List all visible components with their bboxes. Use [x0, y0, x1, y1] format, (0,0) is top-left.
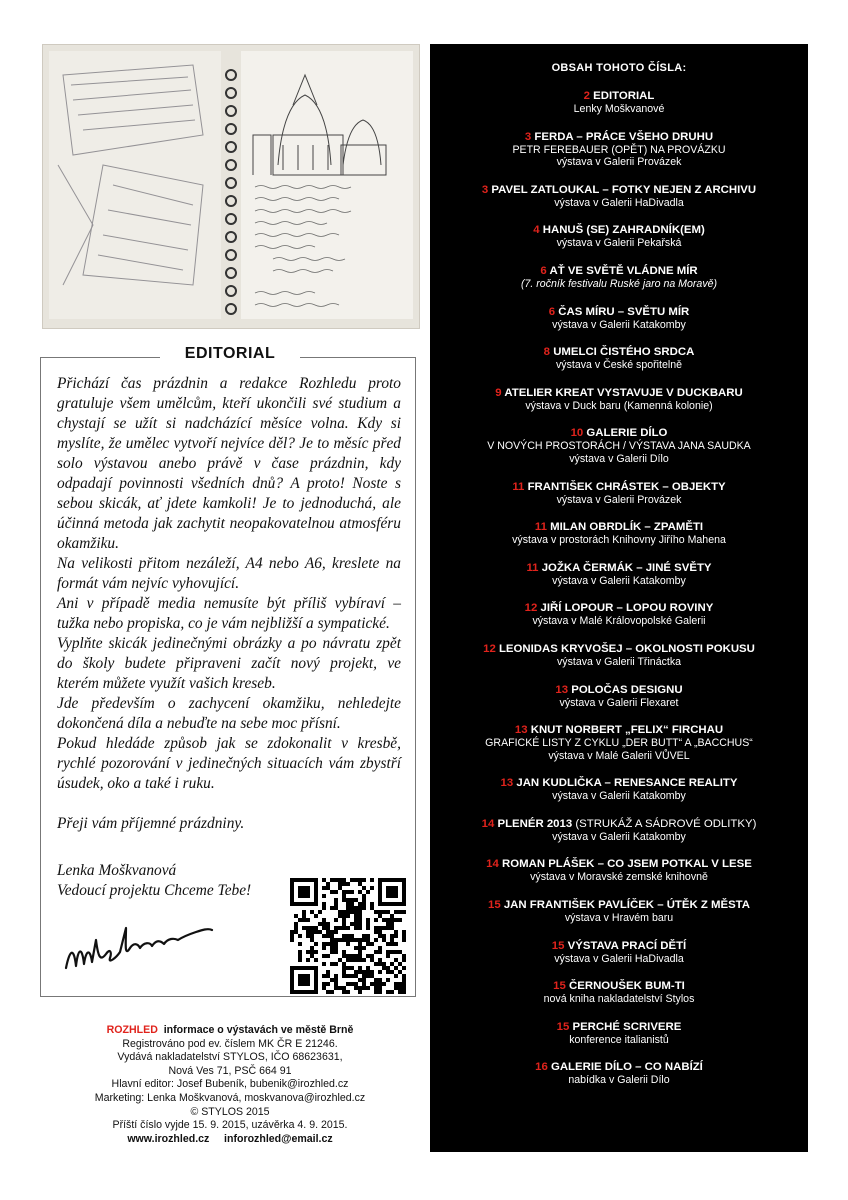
toc-entry-title: ROMAN PLÁŠEK – CO JSEM POTKAL V LESE	[502, 858, 752, 871]
toc-entry-subtitle: výstava v Galerii Katakomby	[552, 790, 686, 803]
toc-entry-title-line	[430, 184, 808, 197]
toc-entry-subtitle: V NOVÝCH PROSTORÁCH / VÝSTAVA JANA SAUDKA	[487, 440, 751, 453]
toc-page-number: 11	[526, 561, 539, 574]
toc-entry-title: ATELIER KREAT VYSTAVUJE V DUCKBARU	[504, 386, 743, 399]
toc-page-number: 6	[540, 264, 547, 277]
imprint-contacts	[42, 1133, 418, 1147]
toc-page-number: 14	[486, 858, 499, 871]
imprint-line: Nová Ves 71, PSČ 664 91	[168, 1064, 292, 1077]
toc-entry-subtitle: GRAFICKÉ LISTY Z CYKLU „DER BUTT“ A „BACCHUS“	[485, 737, 753, 750]
toc-entry-subtitle: výstava v České spořitelně	[555, 359, 682, 372]
toc-entry-subtitle: výstava v Galerii Katakomby	[552, 318, 686, 331]
toc-page-number: 2	[583, 90, 590, 102]
toc-entry-title: GALERIE DÍLO	[586, 427, 668, 440]
toc-entry-subtitle: (7. ročník festivalu Ruské jaro na Moravě)	[520, 277, 718, 290]
toc-entry-title-line	[430, 387, 808, 400]
toc-entry-title-line	[430, 818, 808, 831]
toc-entry-title-line	[430, 427, 808, 440]
toc-entry-title-line	[430, 306, 808, 319]
toc-page-number: 15	[553, 980, 566, 993]
imprint-line: Registrováno pod ev. číslem MK ČR E 21246.	[122, 1037, 338, 1050]
toc-entry-title-line	[430, 899, 808, 912]
toc-entry-title-line	[430, 980, 808, 993]
toc-entry-title-line	[430, 858, 808, 871]
toc-entry-title: ČAS MÍRU – SVĚTU MÍR	[558, 305, 690, 318]
toc-entry[interactable]	[430, 131, 808, 169]
toc-entry-subtitle: výstava v Galerii HaDivadla	[554, 952, 684, 965]
toc-entry-title: PLENÉR 2013	[497, 817, 573, 830]
toc-entry-title: HANUŠ (SE) ZAHRADNÍK(EM)	[542, 224, 705, 237]
toc-entry-title: EDITORIAL	[593, 90, 655, 102]
toc-page-number: 15	[487, 899, 501, 912]
editorial-title: EDITORIAL	[160, 345, 300, 367]
editorial-paragraph: Vyplňte skicák jedinečnými obrázky a po návratu zpět do školy budete připraveni začít nový projekt, ve kterém můžete využít vašich kreseb.	[57, 635, 401, 692]
imprint-line: Hlavní editor: Josef Bubeník, bubenik@irozhled.cz	[111, 1078, 349, 1091]
toc-page-number: 6	[548, 305, 556, 318]
toc-entry-title: UMELCI ČISTÉHO SRDCA	[553, 346, 695, 359]
toc-page-number: 4	[533, 224, 540, 237]
toc-entry-subtitle: výstava v Galerii Provázek	[556, 493, 682, 506]
toc-page-number: 13	[500, 777, 514, 790]
toc-entry[interactable]	[430, 481, 808, 507]
toc-entry-title-line	[430, 724, 808, 737]
toc-entry-subtitle: výstava v Galerii Třináctka	[556, 655, 682, 668]
toc-entry-title: ČERNOUŠEK BUM-TI	[569, 980, 685, 993]
toc-entry-title: POLOČAS DESIGNU	[571, 683, 683, 696]
editorial-text	[57, 374, 401, 834]
toc-entry[interactable]	[430, 818, 808, 844]
toc-page-number: 15	[556, 1020, 570, 1033]
author-role: Vedoucí projektu Chceme Tebe!	[57, 882, 252, 899]
toc-entry-subtitle: výstava v Galerii Dílo	[569, 452, 669, 465]
toc-entry-subtitle: výstava v Galerii Pekařská	[556, 237, 682, 250]
toc-entry-subtitle: výstava v Galerii Katakomby	[552, 574, 686, 587]
toc-page-number: 13	[514, 724, 528, 737]
toc-entry-title: PAVEL ZATLOUKAL – FOTKY NEJEN Z ARCHIVU	[491, 183, 757, 196]
imprint-line: © STYLOS 2015	[190, 1105, 270, 1118]
toc-entry[interactable]	[430, 387, 808, 413]
toc-entry-title: GALERIE DÍLO – CO NABÍZÍ	[550, 1061, 703, 1074]
toc-entry[interactable]	[430, 643, 808, 669]
toc-entry-subtitle: výstava v Hravém baru	[564, 912, 674, 925]
toc-entry-title: KNUT NORBERT „FELIX“ FIRCHAU	[530, 724, 724, 737]
toc-entry[interactable]	[430, 306, 808, 332]
toc-entry-title-line	[430, 265, 808, 278]
toc-entry[interactable]	[430, 899, 808, 925]
toc-entry-title: AŤ VE SVĚTĚ VLÁDNE MÍR	[549, 264, 698, 277]
toc-entry[interactable]	[430, 858, 808, 884]
toc-entry-title-extra: (STRUKÁŽ A SÁDROVÉ ODLITKY)	[572, 817, 757, 830]
toc-entry-title-line	[430, 562, 808, 575]
toc-entry-title: VÝSTAVA PRACÍ DĚTÍ	[567, 939, 687, 952]
toc-entry-subtitle: výstava v Galerii Provázek	[556, 156, 682, 169]
toc-page-number: 12	[524, 602, 538, 615]
toc-entry-title: FERDA – PRÁCE VŠEHO DRUHU	[534, 130, 714, 143]
toc-entry[interactable]	[430, 521, 808, 547]
toc-page-number: 3	[481, 183, 489, 196]
toc-entry-title: LEONIDAS KRYVOŠEJ – OKOLNOSTI POKUSU	[498, 642, 755, 655]
toc-page-number: 15	[551, 939, 565, 952]
qr-code[interactable]	[290, 878, 406, 994]
editorial-paragraph: Jde především o zachycení okamžiku, nehledejte dokončená díla a nebuďte na sebe moc přísní.	[57, 695, 401, 732]
toc-entry-subtitle: Lenky Moškvanové	[573, 103, 665, 115]
toc-entry-subtitle: výstava v prostorách Knihovny Jiřího Mahena	[512, 534, 726, 547]
toc-page-number: 12	[483, 642, 496, 655]
website-link[interactable]: www.irozhled.cz	[127, 1132, 210, 1145]
toc-page-number: 13	[555, 683, 569, 696]
imprint	[42, 1024, 418, 1146]
editorial-paragraph: Na velikosti přitom nezáleží, A4 nebo A6, kreslete na formát vám nejvíc vyhovující.	[57, 555, 401, 592]
author-name: Lenka Moškvanová	[57, 862, 177, 879]
brand-name: ROZHLED	[106, 1024, 158, 1036]
editorial-signoff	[57, 861, 251, 901]
toc-entry-title: FRANTIŠEK CHRÁSTEK – OBJEKTY	[527, 480, 726, 493]
toc-entry-subtitle: výstava v Galerii HaDivadla	[554, 196, 684, 209]
toc-entry-subtitle: výstava v Moravské zemské knihovně	[530, 871, 708, 884]
handwritten-signature	[60, 918, 220, 983]
toc-entry[interactable]	[430, 602, 808, 628]
toc-entry[interactable]	[430, 562, 808, 588]
toc-page-number: 9	[495, 386, 502, 399]
toc-entry-title-line	[430, 346, 808, 359]
sketchbook-photo	[42, 44, 420, 329]
toc-page-number: 11	[512, 480, 525, 493]
table-of-contents	[430, 44, 808, 1152]
toc-entry-title-line	[430, 481, 808, 494]
toc-entry-title-line	[430, 684, 808, 697]
toc-entry[interactable]	[430, 90, 808, 116]
editorial-closing: Přeji vám příjemné prázdniny.	[57, 815, 245, 832]
toc-entry[interactable]	[430, 777, 808, 803]
toc-entry-subtitle: konference italianistů	[569, 1033, 669, 1046]
toc-entry[interactable]	[430, 724, 808, 762]
toc-entry-subtitle: výstava v Galerii Katakomby	[552, 830, 686, 843]
toc-entry-subtitle: nabídka v Galerii Dílo	[568, 1074, 670, 1087]
toc-entry-title-line	[430, 1021, 808, 1034]
toc-entry-title: JAN KUDLIČKA – RENESANCE REALITY	[516, 777, 738, 790]
toc-entry-subtitle: výstava v Malé Královopolské Galerii	[532, 615, 706, 628]
editorial-paragraph: Ani v případě media nemusíte být příliš vybíraví – tužka nebo propiska, co je vám nejbližší a sympatické.	[57, 595, 401, 632]
toc-entry[interactable]	[430, 427, 808, 465]
toc-entry-title: MILAN OBRDLÍK – ZPAMĚTI	[550, 521, 704, 534]
toc-entry[interactable]	[430, 1021, 808, 1047]
toc-entry-title-line	[430, 1061, 808, 1074]
toc-heading: OBSAH TOHOTO ČÍSLA:	[551, 62, 687, 74]
toc-entry-title-line	[430, 90, 808, 103]
toc-entry-title: PERCHÉ SCRIVERE	[572, 1020, 682, 1033]
toc-entry-subtitle: výstava v Galerii Flexaret	[559, 696, 679, 709]
toc-entry-subtitle: PETR FEREBAUER (OPĚT) NA PROVÁZKU	[512, 143, 726, 156]
toc-page-number: 8	[543, 346, 551, 359]
toc-entry-title: JAN FRANTIŠEK PAVLÍČEK – ÚTĚK Z MĚSTA	[503, 899, 751, 912]
toc-entry-subtitle: nová kniha nakladatelství Stylos	[543, 993, 695, 1006]
imprint-header	[42, 1024, 418, 1038]
imprint-line: Marketing: Lenka Moškvanová, moskvanova@irozhled.cz	[94, 1091, 366, 1104]
toc-entry[interactable]	[430, 1061, 808, 1087]
toc-entry-subtitle: výstava v Duck baru (Kamenná kolonie)	[525, 399, 713, 412]
toc-page-number: 14	[481, 817, 495, 830]
toc-entry-subtitle: výstava v Malé Galerii VŮVEL	[548, 749, 690, 762]
toc-entry-title-line	[430, 643, 808, 656]
toc-entry-title-line	[430, 131, 808, 144]
toc-entry-title: JOŽKA ČERMÁK – JINÉ SVĚTY	[541, 561, 712, 574]
brand-tagline: informace o výstavách ve městě Brně	[163, 1024, 354, 1036]
toc-entry-title-line	[430, 602, 808, 615]
toc-page-number: 11	[534, 521, 547, 534]
toc-entry[interactable]	[430, 346, 808, 372]
toc-entry-title-line	[430, 777, 808, 790]
toc-entry-title-line	[430, 521, 808, 534]
toc-entry[interactable]	[430, 940, 808, 966]
imprint-line: Vydává nakladatelství STYLOS, IČO 68623631,	[117, 1051, 343, 1064]
toc-page-number: 3	[524, 130, 532, 143]
toc-entry-title-line	[430, 224, 808, 237]
toc-entry[interactable]	[430, 980, 808, 1006]
toc-entry-title-line	[430, 940, 808, 953]
toc-page-number: 10	[570, 427, 584, 440]
email-link[interactable]: inforozhled@email.cz	[224, 1132, 333, 1145]
toc-entry-title: JIŘÍ LOPOUR – LOPOU ROVINY	[540, 602, 714, 615]
toc-entry[interactable]	[430, 265, 808, 291]
imprint-line: Příští číslo vyjde 15. 9. 2015, uzávěrka 4. 9. 2015.	[112, 1119, 348, 1132]
editorial-paragraph: Přichází čas prázdnin a redakce Rozhledu proto gratuluje všem umělcům, kteří ukončili své studium a chystají se užít si nadcházící měsíce volna. Kdy si myslíte, že umělec vytvoří nejvíce děl? Je to měsíc před solo výstavou anebo právě v čase prázdnin, kdy odpadají povinnosti všedních dnů? A proto! Noste s sebou skicák, ať jdete kamkoli! Je to jednoduchá, ale účinná metoda jak zachytit neopakovatelnou atmosféru okamžiku.	[57, 375, 401, 552]
toc-list	[430, 90, 808, 1087]
toc-entry[interactable]	[430, 684, 808, 710]
toc-entry[interactable]	[430, 224, 808, 250]
toc-page-number: 16	[535, 1061, 548, 1074]
toc-entry[interactable]	[430, 184, 808, 210]
editorial-paragraph: Pokud hledáde způsob jak se zdokonalit v kresbě, rychlé pozorování v jedinečných situacích vám zbystří úsudek, oko a také i ruku.	[57, 735, 401, 792]
